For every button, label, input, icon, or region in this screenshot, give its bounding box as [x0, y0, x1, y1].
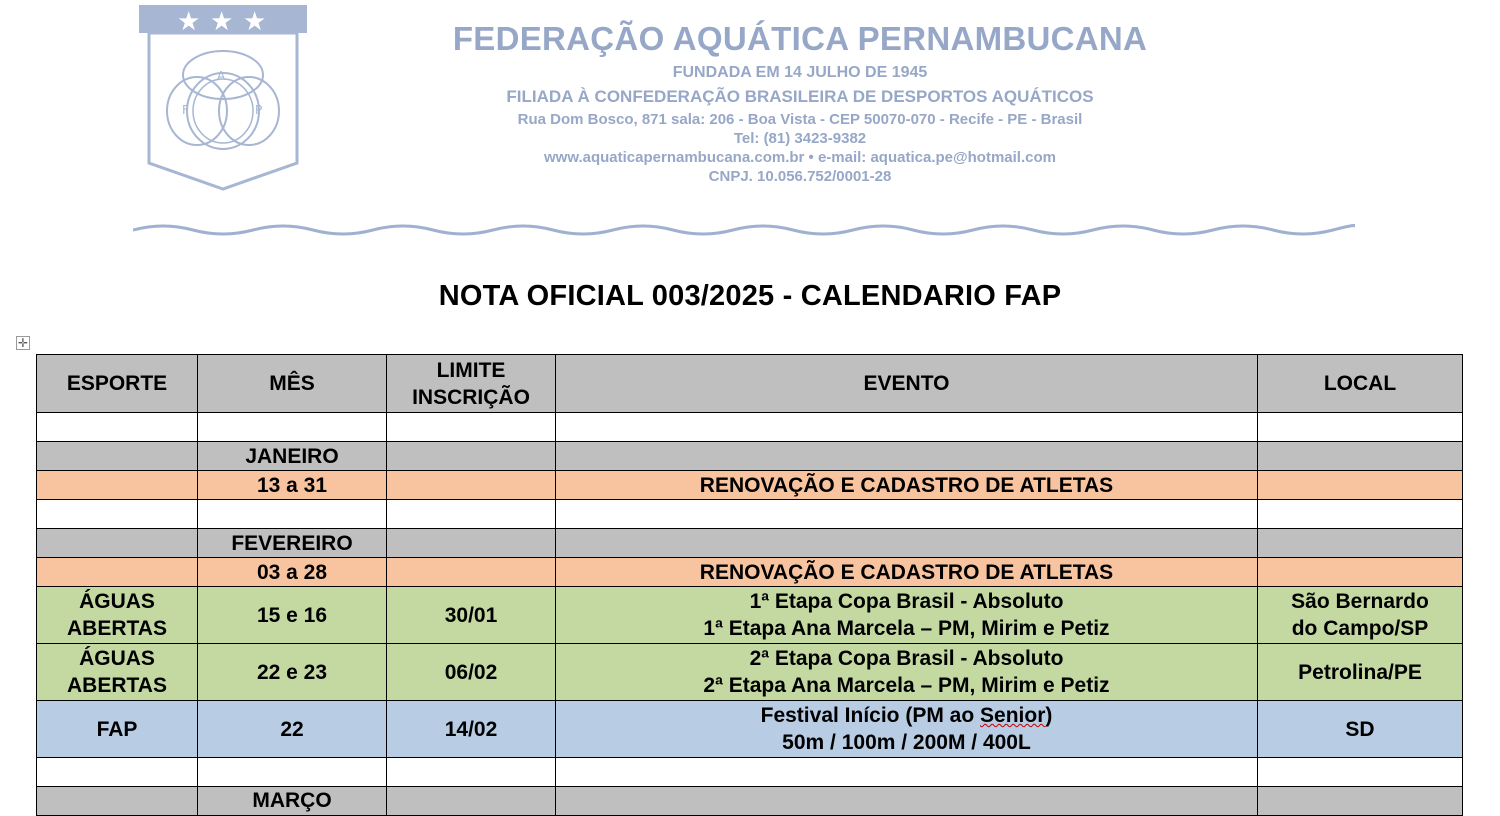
event-cell — [556, 644, 1258, 701]
table-move-handle-icon[interactable]: ✛ — [17, 336, 29, 350]
web-email-line: www.aquaticapernambucana.com.br • e-mail: aquatica.pe@hotmail.com — [544, 149, 1056, 166]
month-cell: FEVEREIRO — [198, 529, 387, 558]
phone-line: Tel: (81) 3423-9382 — [733, 130, 867, 147]
table-row — [37, 701, 1463, 758]
sport-line: ABERTAS — [67, 674, 167, 697]
svg-text:★: ★ — [177, 7, 201, 37]
event-line: 1ª Etapa Copa Brasil - Absoluto — [749, 590, 1064, 613]
header-esporte: ESPORTE — [37, 355, 198, 413]
date-cell: 22 e 23 — [198, 644, 387, 701]
sport-cell — [37, 644, 198, 701]
date-cell: 13 a 31 — [198, 471, 387, 500]
month-cell: JANEIRO — [198, 442, 387, 471]
limit-cell: 06/02 — [387, 644, 556, 701]
header-local: LOCAL — [1258, 355, 1463, 413]
event-cell — [556, 587, 1258, 644]
table-row — [37, 413, 1463, 442]
table-row — [37, 644, 1463, 701]
table-row — [37, 442, 1463, 471]
calendar-table — [36, 354, 1463, 816]
cnpj-line: CNPJ. 10.056.752/0001-28 — [708, 168, 892, 185]
table-header-row — [37, 355, 1463, 413]
event-cell — [556, 701, 1258, 758]
date-cell: 15 e 16 — [198, 587, 387, 644]
table-row — [37, 558, 1463, 587]
federation-name: FEDERAÇÃO AQUÁTICA PERNAMBUCANA — [452, 20, 1148, 57]
wave-divider — [133, 218, 1355, 240]
local-cell: Petrolina/PE — [1258, 644, 1463, 701]
limit-cell: 30/01 — [387, 587, 556, 644]
local-line: do Campo/SP — [1291, 617, 1429, 640]
sport-line: ABERTAS — [67, 617, 167, 640]
table-row — [37, 587, 1463, 644]
document-title: NOTA OFICIAL 003/2025 - CALENDARIO FAP — [438, 280, 1062, 312]
event-cell: RENOVAÇÃO E CADASTRO DE ATLETAS — [556, 471, 1258, 500]
founded-line: FUNDADA EM 14 JULHO DE 1945 — [672, 64, 928, 81]
table-row — [37, 529, 1463, 558]
spellcheck-flagged-word: Senior — [980, 704, 1046, 727]
month-cell: MARÇO — [198, 787, 387, 816]
affiliation-line: FILIADA À CONFEDERAÇÃO BRASILEIRA DE DESPORTOS AQUÁTICOS — [506, 87, 1094, 106]
header-limite-line1: LIMITE — [436, 358, 506, 382]
date-cell: 03 a 28 — [198, 558, 387, 587]
table-row — [37, 758, 1463, 787]
fap-logo — [137, 3, 309, 193]
logo-letter-a: A — [217, 69, 226, 83]
header-limite-inscricao — [387, 355, 556, 413]
letterhead — [380, 18, 1220, 186]
logo-letter-p: P — [255, 103, 263, 117]
header-evento: EVENTO — [556, 355, 1258, 413]
svg-text:★: ★ — [243, 7, 267, 37]
event-line: 2ª Etapa Copa Brasil - Absoluto — [749, 647, 1064, 670]
event-text: ) — [1045, 704, 1053, 727]
header-limite-line2: INSCRIÇÃO — [412, 385, 530, 409]
date-cell: 22 — [198, 701, 387, 758]
sport-cell — [37, 587, 198, 644]
address-line: Rua Dom Bosco, 871 sala: 206 - Boa Vista - CEP 50070-070 - Recife - PE - Brasil — [517, 111, 1083, 128]
event-line: 1ª Etapa Ana Marcela – PM, Mirim e Petiz — [703, 617, 1110, 640]
event-line: 2ª Etapa Ana Marcela – PM, Mirim e Petiz — [703, 674, 1110, 697]
event-text: Festival Início (PM ao — [760, 704, 981, 727]
event-line: 50m / 100m / 200M / 400L — [782, 731, 1031, 754]
sport-cell: FAP — [37, 701, 198, 758]
logo-letter-f: F — [182, 103, 189, 117]
local-cell: SD — [1258, 701, 1463, 758]
table-row — [37, 787, 1463, 816]
limit-cell: 14/02 — [387, 701, 556, 758]
header-mes: MÊS — [198, 355, 387, 413]
table-row — [37, 471, 1463, 500]
local-line: São Bernardo — [1291, 590, 1429, 613]
table-row — [37, 500, 1463, 529]
event-cell: RENOVAÇÃO E CADASTRO DE ATLETAS — [556, 558, 1258, 587]
sport-line: ÁGUAS — [79, 647, 155, 670]
local-cell — [1258, 587, 1463, 644]
sport-line: ÁGUAS — [79, 590, 155, 613]
svg-text:★: ★ — [210, 7, 234, 37]
